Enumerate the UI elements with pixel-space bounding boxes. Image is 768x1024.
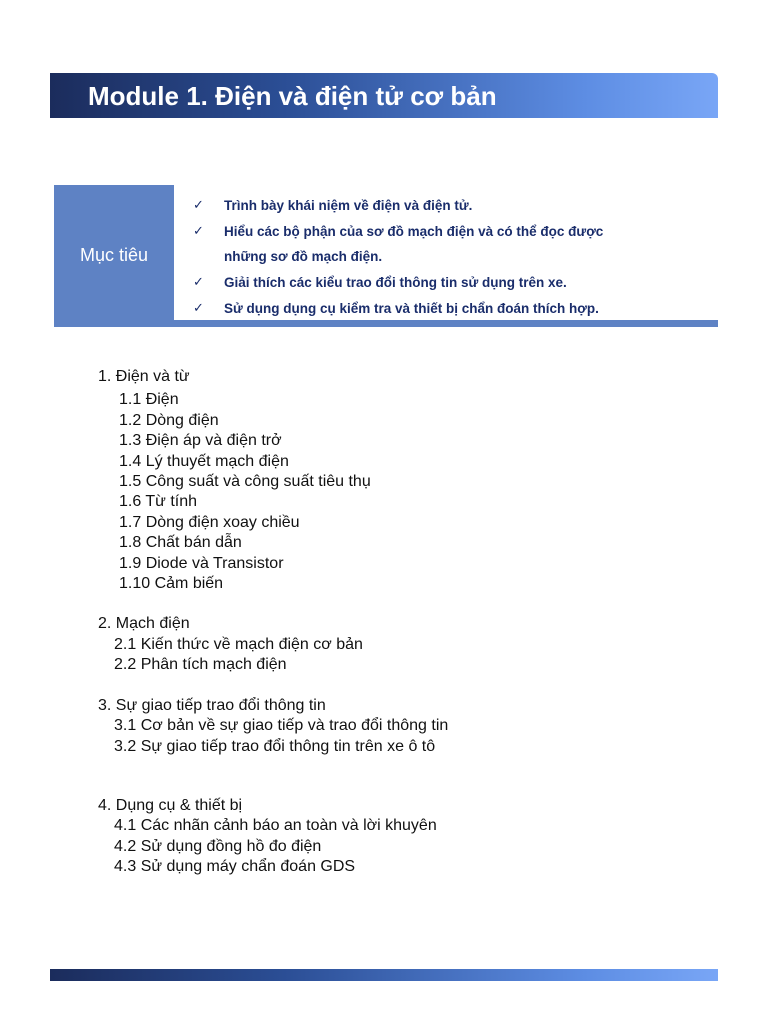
objective-item xyxy=(193,296,603,322)
toc-item: 1.7 Dòng điện xoay chiều xyxy=(119,513,300,531)
module-title-bar xyxy=(50,73,718,118)
objectives-label-box xyxy=(54,185,174,327)
objective-text: Giải thích các kiểu trao đổi thông tin sử dụng trên xe. xyxy=(224,275,567,291)
check-icon: ✓ xyxy=(193,198,204,213)
check-icon: ✓ xyxy=(193,223,204,239)
objective-item xyxy=(193,193,603,219)
toc-sublist xyxy=(98,635,448,676)
objective-item-continued xyxy=(193,244,603,270)
toc-item: 1.6 Từ tính xyxy=(119,493,198,511)
toc-item: 2.2 Phân tích mạch điện xyxy=(114,656,287,674)
toc-item: 4.1 Các nhãn cảnh báo an toàn và lời khuyên xyxy=(114,817,437,835)
toc-item: 1.8 Chất bán dẫn xyxy=(119,534,242,552)
toc-section xyxy=(98,367,448,594)
toc-section-title: 1. Điện và từ xyxy=(98,368,190,385)
toc-section xyxy=(98,614,448,675)
objective-text: những sơ đồ mạch điện. xyxy=(224,249,383,265)
toc-sublist xyxy=(98,390,448,594)
check-icon: ✓ xyxy=(193,275,204,291)
toc-item: 1.5 Công suất và công suất tiêu thụ xyxy=(119,473,371,491)
objectives-list xyxy=(193,193,603,322)
toc-section-title: 4. Dụng cụ & thiết bị xyxy=(98,796,243,814)
objective-item xyxy=(193,270,603,296)
check-icon: ✓ xyxy=(193,300,204,316)
toc-item: 4.2 Sử dụng đồng hồ đo điện xyxy=(114,837,322,855)
toc-item: 1.10 Cảm biến xyxy=(119,575,224,593)
toc-section-title: 2. Mạch điện xyxy=(98,615,190,633)
toc-item: 1.4 Lý thuyết mạch điện xyxy=(119,452,289,470)
toc-section xyxy=(98,696,448,757)
toc-item: 3.2 Sự giao tiếp trao đổi thông tin trên xe ô tô xyxy=(114,737,436,755)
objective-item xyxy=(193,219,603,245)
toc-section-title: 3. Sự giao tiếp trao đổi thông tin xyxy=(98,696,326,714)
toc-item: 3.1 Cơ bản về sự giao tiếp và trao đổi thông tin xyxy=(114,717,449,735)
toc-sublist xyxy=(98,716,448,757)
toc-section xyxy=(98,796,448,878)
toc-item: 1.2 Dòng điện xyxy=(119,411,219,429)
toc-item: 1.9 Diode và Transistor xyxy=(119,554,284,572)
objectives-label: Mục tiêu xyxy=(79,245,149,265)
toc-sublist xyxy=(98,816,448,877)
toc-item: 2.1 Kiến thức về mạch điện cơ bản xyxy=(114,635,363,653)
footer-bar xyxy=(50,969,718,981)
toc-item: 4.3 Sử dụng máy chẩn đoán GDS xyxy=(114,858,356,876)
objective-text: Sử dụng dụng cụ kiểm tra và thiết bị chẩn đoán thích hợp. xyxy=(224,300,599,316)
toc-item: 1.3 Điện áp và điện trở xyxy=(119,432,282,450)
page-title: Module 1. Điện và điện tử cơ bản xyxy=(88,81,497,111)
objective-text: Trình bày khái niệm về điện và điện tử. xyxy=(224,198,473,213)
objective-text: Hiểu các bộ phận của sơ đồ mạch điện và có thể đọc được xyxy=(224,223,604,239)
table-of-contents xyxy=(98,367,448,898)
toc-item: 1.1 Điện xyxy=(119,391,179,409)
